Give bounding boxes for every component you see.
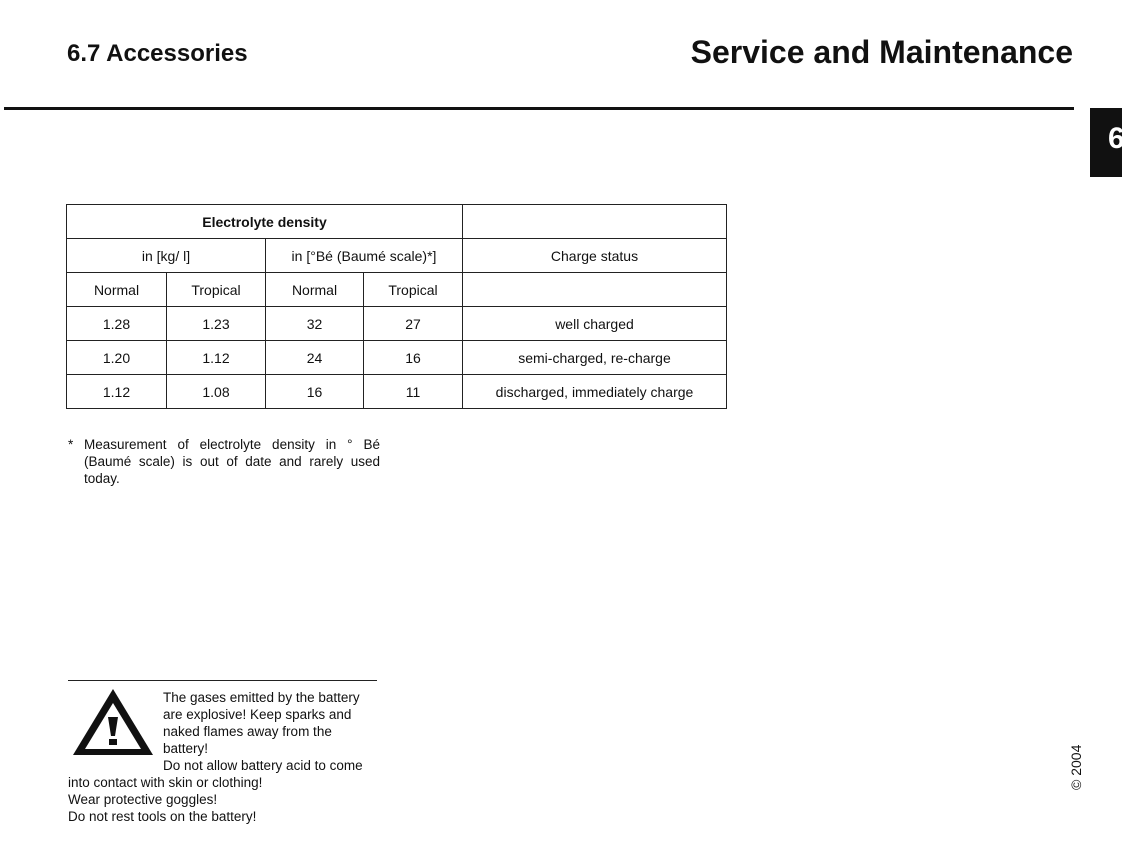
cell-kg-tropical: 1.08 [167, 375, 266, 409]
subheader-be-normal: Normal [266, 273, 364, 307]
warning-line: naked flames away from the [163, 724, 332, 739]
warning-line: The gases emitted by the battery [163, 690, 360, 705]
footnote [68, 436, 380, 487]
cell-charge-status: discharged, immediately charge [463, 375, 727, 409]
footnote-marker: * [68, 437, 74, 452]
table-title: Electrolyte density [67, 205, 463, 239]
unit-kg-header: in [kg/ l] [67, 239, 266, 273]
warning-text-continued [68, 774, 388, 825]
table-unit-row [67, 239, 727, 273]
warning-line: into contact with skin or clothing! [68, 775, 263, 790]
warning-line: Do not rest tools on the battery! [68, 809, 257, 824]
cell-kg-normal: 1.20 [67, 341, 167, 375]
table-title-blank-cell [463, 205, 727, 239]
cell-kg-normal: 1.12 [67, 375, 167, 409]
cell-charge-status: well charged [463, 307, 727, 341]
cell-be-tropical: 27 [364, 307, 463, 341]
cell-be-normal: 16 [266, 375, 364, 409]
footnote-text: Measurement of electrolyte density in ° Bé (Baumé scale) is out of date and rarely used today. [84, 437, 380, 486]
table-subheader-row [67, 273, 727, 307]
section-title: 6.7 Accessories [67, 40, 248, 67]
cell-kg-tropical: 1.12 [167, 341, 266, 375]
cell-be-normal: 32 [266, 307, 364, 341]
copyright-notice: © 2004 [1068, 744, 1084, 790]
cell-charge-status: semi-charged, re-charge [463, 341, 727, 375]
chapter-tab-number: 6 [1108, 122, 1125, 155]
warning-line: Do not allow battery acid to come [163, 758, 363, 773]
table-row [67, 307, 727, 341]
chapter-title: Service and Maintenance [690, 34, 1073, 70]
table-row [67, 341, 727, 375]
subheader-kg-tropical: Tropical [167, 273, 266, 307]
chapter-tab [1090, 108, 1125, 177]
table-title-row [67, 205, 727, 239]
header-rule [4, 107, 1074, 110]
warning-triangle-icon [70, 686, 156, 758]
unit-be-header: in [°Bé (Baumé scale)*] [266, 239, 463, 273]
subheader-kg-normal: Normal [67, 273, 167, 307]
warning-line: are explosive! Keep sparks and [163, 707, 352, 722]
subheader-blank-cell [463, 273, 727, 307]
charge-status-header: Charge status [463, 239, 727, 273]
electrolyte-density-table [66, 204, 727, 409]
cell-kg-normal: 1.28 [67, 307, 167, 341]
cell-be-tropical: 16 [364, 341, 463, 375]
subheader-be-tropical: Tropical [364, 273, 463, 307]
warning-line: battery! [163, 741, 209, 756]
cell-kg-tropical: 1.23 [167, 307, 266, 341]
cell-be-tropical: 11 [364, 375, 463, 409]
warning-text-beside-icon [163, 689, 378, 774]
warning-line: Wear protective goggles! [68, 792, 218, 807]
warning-divider [68, 680, 377, 681]
table-row [67, 375, 727, 409]
cell-be-normal: 24 [266, 341, 364, 375]
